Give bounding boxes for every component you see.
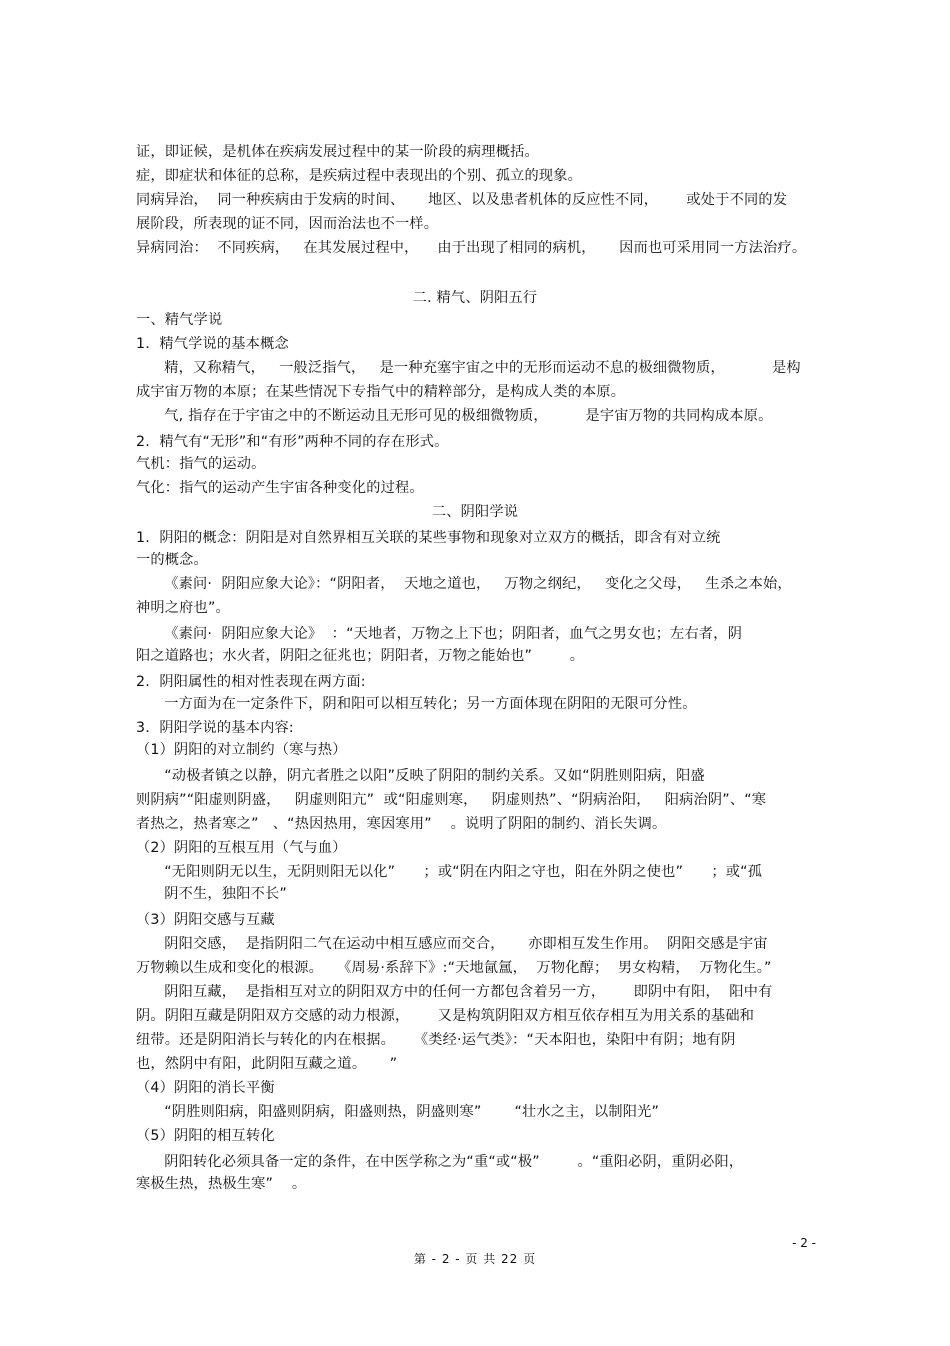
text-line: 症，即症状和体征的总称，是疾病过程中表现出的个别、孤立的现象。	[136, 168, 583, 184]
text-line: 同病异治， 同一种疾病由于发病的时间、 地区、以及患者机体的反应性不同， 或处于不同的发	[136, 192, 788, 208]
text-line: 2. 精气有“无形”和“有形”两种不同的存在形式。	[136, 434, 449, 450]
subsection-heading: （5）阴阳的相互转化	[136, 1128, 275, 1144]
text-line: 者热之，热者寒之” 、“热因热用，寒因寒用” 。说明了阴阳的制约、消长失调。	[136, 816, 667, 832]
text-line: 也，然阴中有阳，此阴阳互藏之道。 ”	[136, 1056, 398, 1072]
text-line: 一方面为在一定条件下，阴和阳可以相互转化；另一方面体现在阴阳的无限可分性。	[136, 696, 697, 712]
text-line: 寒极生热，热极生寒” 。	[136, 1176, 307, 1192]
text-line: 1. 阴阳的概念：阴阳是对自然界相互关联的某些事物和现象对立双方的概括，即含有对立统	[136, 530, 721, 546]
text-line: 神明之府也”。	[136, 600, 230, 616]
text-line: 阴阳交感， 是指阴阳二气在运动中相互感应而交合， 亦即相互发生作用。 阴阳交感是宇宙	[136, 936, 768, 952]
subsection-heading: （1）阴阳的对立制约（寒与热）	[136, 742, 347, 758]
text-line: 阴阳转化必须具备一定的条件，在中医学称之为“重“或“极” 。“重阳必阴，重阴必阳，	[136, 1154, 744, 1170]
text-line: 展阶段，所表现的证不同，因而治法也不一样。	[136, 216, 439, 232]
text-line: 《素问· 阴阳应象大论》：“阴阳者， 天地之道也， 万物之纲纪， 变化之父母， 生杀之本始，	[136, 576, 792, 592]
page-footer: 第 - 2 - 页 共 22 页	[413, 1252, 537, 1266]
text-line: 气机：指气的运动。	[136, 456, 266, 472]
text-line: 证，即证候，是机体在疾病发展过程中的某一阶段的病理概括。	[136, 144, 539, 160]
text-line: 阴不生，独阳不长”	[136, 886, 287, 902]
text-line: 万物赖以生成和变化的根源。 《周易·系辞下》:“天地氤氲， 万物化醇； 男女构精， 万物化生。”	[136, 960, 772, 976]
section-heading: 一、精气学说	[136, 312, 223, 328]
text-line: 3. 阴阳学说的基本内容:	[136, 720, 294, 736]
section-heading: 二. 精气、阴阳五行	[412, 290, 538, 306]
subsection-heading: （3）阴阳交感与互藏	[136, 912, 275, 928]
text-line: 一的概念。	[136, 552, 208, 568]
text-line: 阴。阴阳互藏是阴阳双方交感的动力根源， 又是构筑阴阳双方相互依存相互为用关系的基础和	[136, 1008, 755, 1024]
text-line: 阳之道路也；水火者，阴阳之征兆也；阴阳者，万物之能始也” 。	[136, 648, 585, 664]
page-number: - 2 -	[792, 1236, 816, 1250]
text-line: 《素问· 阴阳应象大论》 ：“天地者，万物之上下也；阴阳者，血气之男女也；左右者，阴	[136, 626, 743, 642]
text-line: 气化：指气的运动产生宇宙各种变化的过程。	[136, 480, 424, 496]
text-line: 1. 精气学说的基本概念	[136, 336, 289, 352]
text-line: 2. 阴阳属性的相对性表现在两方面:	[136, 674, 366, 690]
text-line: 异病同治： 不同疾病， 在其发展过程中， 由于出现了相同的病机， 因而也可采用同一方法治疗。	[136, 240, 807, 256]
text-line: “阴胜则阳病，阳盛则阴病，阳盛则热，阴盛则寒” “壮水之主，以制阳光”	[136, 1104, 660, 1120]
text-line: 成宇宙万物的本原；在某些情况下专指气中的精粹部分，是构成人类的本原。	[136, 384, 626, 400]
text-line: “动极者镇之以静，阴亢者胜之以阳”反映了阴阳的制约关系。又如“阴胜则阳病，阳盛	[136, 768, 705, 784]
subsection-heading: （2）阴阳的互根互用（气与血）	[136, 840, 347, 856]
text-line: 气, 指存在于宇宙之中的不断运动且无形可见的极细微物质， 是宇宙万物的共同构成本原。	[136, 408, 773, 424]
text-line: 则阴病”“阳虚则阴盛， 阴虚则阳亢” 或“阳虚则寒， 阴虚则热”、“阴病治阳， 阳病治阴”、“寒	[136, 792, 767, 808]
text-line: “无阳则阴无以生，无阴则阳无以化” ；或“阴在内阳之守也，阳在外阴之使也” ；或“孤	[136, 864, 763, 880]
text-line: 纽带。还是阴阳消长与转化的内在根据。 《类经·运气类》：“天本阳也，染阳中有阴；地有阴	[136, 1032, 736, 1048]
text-line: 阴阳互藏， 是指相互对立的阴阳双方中的任何一方都包含着另一方， 即阴中有阳， 阳中有	[136, 984, 773, 1000]
text-line: 精，又称精气， 一般泛指气， 是一种充塞宇宙之中的无形而运动不息的极细微物质， 是构	[136, 360, 801, 376]
subsection-heading: （4）阴阳的消长平衡	[136, 1080, 275, 1096]
section-heading: 二、阴阳学说	[431, 504, 519, 520]
